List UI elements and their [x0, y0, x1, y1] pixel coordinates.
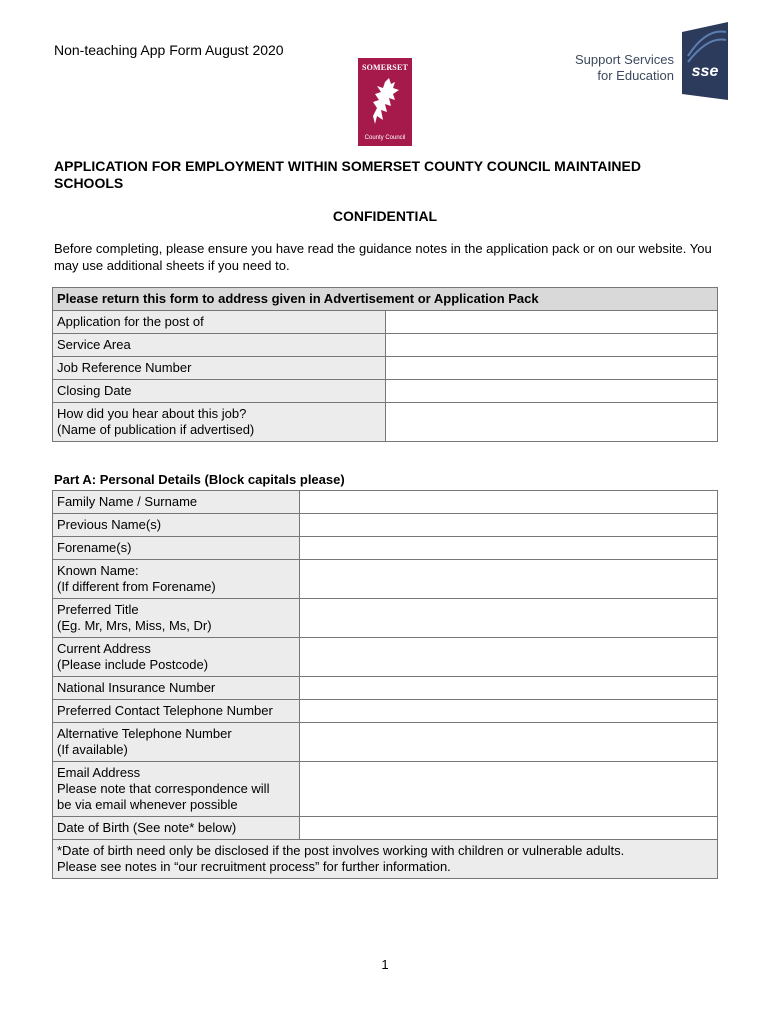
service-area-label: Service Area — [53, 334, 386, 357]
form-reference: Non-teaching App Form August 2020 — [54, 42, 284, 58]
current-address-field[interactable] — [300, 638, 718, 677]
sse-line-2: for Education — [597, 68, 674, 83]
dob-label: Date of Birth (See note* below) — [53, 817, 300, 840]
alt-phone-label — [53, 723, 300, 762]
job-source-field[interactable] — [385, 403, 718, 442]
council-logo-top-text: SOMERSET — [361, 63, 409, 72]
job-reference-field[interactable] — [385, 357, 718, 380]
alt-phone-field[interactable] — [300, 723, 718, 762]
sse-mark: sse — [691, 63, 719, 80]
closing-date-field[interactable] — [385, 380, 718, 403]
contact-phone-label: Preferred Contact Telephone Number — [53, 700, 300, 723]
council-logo-bottom-text: County Council — [364, 135, 406, 141]
job-source-label-line-1: How did you hear about this job? — [57, 406, 247, 421]
job-reference-label: Job Reference Number — [53, 357, 386, 380]
email-label-line-3: be via email whenever possible — [57, 797, 238, 812]
post-details-table — [52, 287, 718, 442]
forenames-label: Forename(s) — [53, 537, 300, 560]
post-table-header: Please return this form to address given in Advertisement or Application Pack — [53, 288, 718, 311]
known-name-field[interactable] — [300, 560, 718, 599]
dob-note-line-1: *Date of birth need only be disclosed if the post involves working with children or vulnerable adults. — [57, 843, 625, 858]
dob-field[interactable] — [300, 817, 718, 840]
job-source-label-line-2: (Name of publication if advertised) — [57, 422, 255, 437]
current-address-label — [53, 638, 300, 677]
email-label — [53, 762, 300, 817]
preferred-title-label-line-1: Preferred Title — [57, 602, 139, 617]
service-area-field[interactable] — [385, 334, 718, 357]
sse-line-1: Support Services — [575, 52, 674, 67]
previous-names-field[interactable] — [300, 514, 718, 537]
job-source-label — [53, 403, 386, 442]
email-field[interactable] — [300, 762, 718, 817]
wyvern-icon — [365, 76, 405, 128]
surname-field[interactable] — [300, 491, 718, 514]
sse-name — [560, 52, 674, 84]
dob-note-line-2: Please see notes in “our recruitment process” for further information. — [57, 859, 451, 874]
page-title: APPLICATION FOR EMPLOYMENT WITHIN SOMERSET COUNTY COUNCIL MAINTAINED SCHOOLS — [54, 158, 641, 191]
known-name-label-line-2: (If different from Forename) — [57, 579, 216, 594]
forenames-field[interactable] — [300, 537, 718, 560]
ni-number-field[interactable] — [300, 677, 718, 700]
closing-date-label: Closing Date — [53, 380, 386, 403]
current-address-label-line-2: (Please include Postcode) — [57, 657, 209, 672]
current-address-label-line-1: Current Address — [57, 641, 151, 656]
preferred-title-label-line-2: (Eg. Mr, Mrs, Miss, Ms, Dr) — [57, 618, 212, 633]
page-number: 1 — [381, 957, 389, 972]
ni-number-label: National Insurance Number — [53, 677, 300, 700]
intro-text: Before completing, please ensure you have read the guidance notes in the application pack or on our website. You may use additional sheets if you need to. — [54, 241, 712, 273]
sse-logo-icon — [682, 22, 728, 100]
dob-note — [53, 840, 718, 879]
email-label-line-1: Email Address — [57, 765, 141, 780]
alt-phone-label-line-2: (If available) — [57, 742, 128, 757]
somerset-council-logo — [358, 58, 412, 146]
contact-phone-field[interactable] — [300, 700, 718, 723]
part-a-heading: Part A: Personal Details (Block capitals please) — [54, 472, 345, 487]
post-applied-label: Application for the post of — [53, 311, 386, 334]
previous-names-label: Previous Name(s) — [53, 514, 300, 537]
known-name-label-line-1: Known Name: — [57, 563, 139, 578]
post-applied-field[interactable] — [385, 311, 718, 334]
preferred-title-label — [53, 599, 300, 638]
surname-label: Family Name / Surname — [53, 491, 300, 514]
preferred-title-field[interactable] — [300, 599, 718, 638]
email-label-line-2: Please note that correspondence will — [57, 781, 270, 796]
known-name-label — [53, 560, 300, 599]
alt-phone-label-line-1: Alternative Telephone Number — [57, 726, 232, 741]
confidential-heading: CONFIDENTIAL — [332, 208, 438, 224]
personal-details-table — [52, 490, 718, 879]
